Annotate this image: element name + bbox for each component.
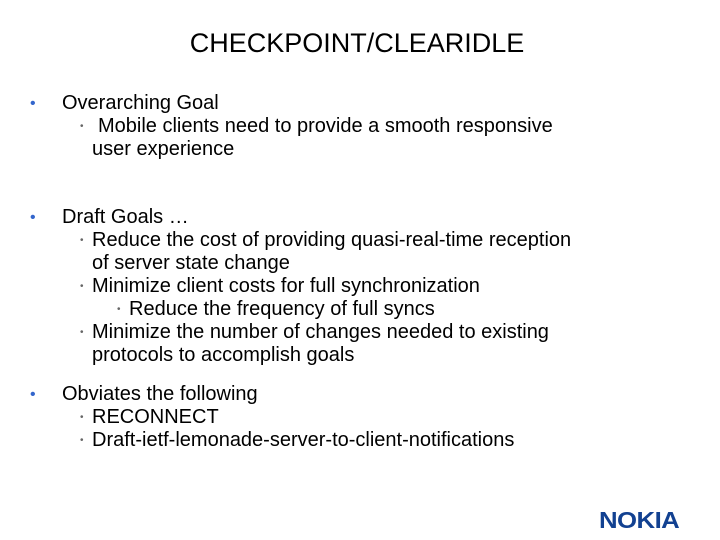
bullet-draft-sub1-line1: Reduce the cost of providing quasi-real-time reception bbox=[92, 229, 572, 251]
sub-bullet-dot: • bbox=[80, 435, 84, 446]
bullet-obviates: Obviates the following bbox=[62, 383, 258, 405]
bullet-draft: Draft Goals … bbox=[62, 206, 189, 228]
sub-bullet-dot: • bbox=[80, 121, 84, 132]
bullet-dot: • bbox=[30, 209, 36, 226]
bullet-goal-sub1-line2: user experience bbox=[92, 138, 235, 160]
bullet-goal: Overarching Goal bbox=[62, 92, 219, 114]
bullet-obviates-sub1: RECONNECT bbox=[92, 406, 219, 428]
nokia-logo: NOKIA bbox=[599, 507, 680, 533]
bullet-draft-sub1-line2: of server state change bbox=[92, 252, 290, 274]
bullet-goal-sub1-line1: Mobile clients need to provide a smooth responsive bbox=[98, 115, 553, 137]
bullet-dot: • bbox=[30, 386, 36, 403]
sub-bullet-dot: • bbox=[80, 281, 84, 292]
bullet-obviates-sub2: Draft-ietf-lemonade-server-to-client-notifications bbox=[92, 429, 515, 451]
sub-bullet-dot: • bbox=[80, 235, 84, 246]
bullet-draft-sub2-sub1: Reduce the frequency of full syncs bbox=[129, 298, 435, 320]
bullet-draft-sub2: Minimize client costs for full synchronization bbox=[92, 275, 480, 297]
bullet-draft-sub3-line2: protocols to accomplish goals bbox=[92, 344, 355, 366]
slide-title: CHECKPOINT/CLEARIDLE bbox=[189, 28, 525, 58]
bullet-draft-sub3-line1: Minimize the number of changes needed to existing bbox=[92, 321, 549, 343]
sub-bullet-dot: • bbox=[80, 412, 84, 423]
sub-sub-bullet-dot: • bbox=[117, 304, 121, 315]
bullet-dot: • bbox=[30, 95, 36, 112]
sub-bullet-dot: • bbox=[80, 327, 84, 338]
